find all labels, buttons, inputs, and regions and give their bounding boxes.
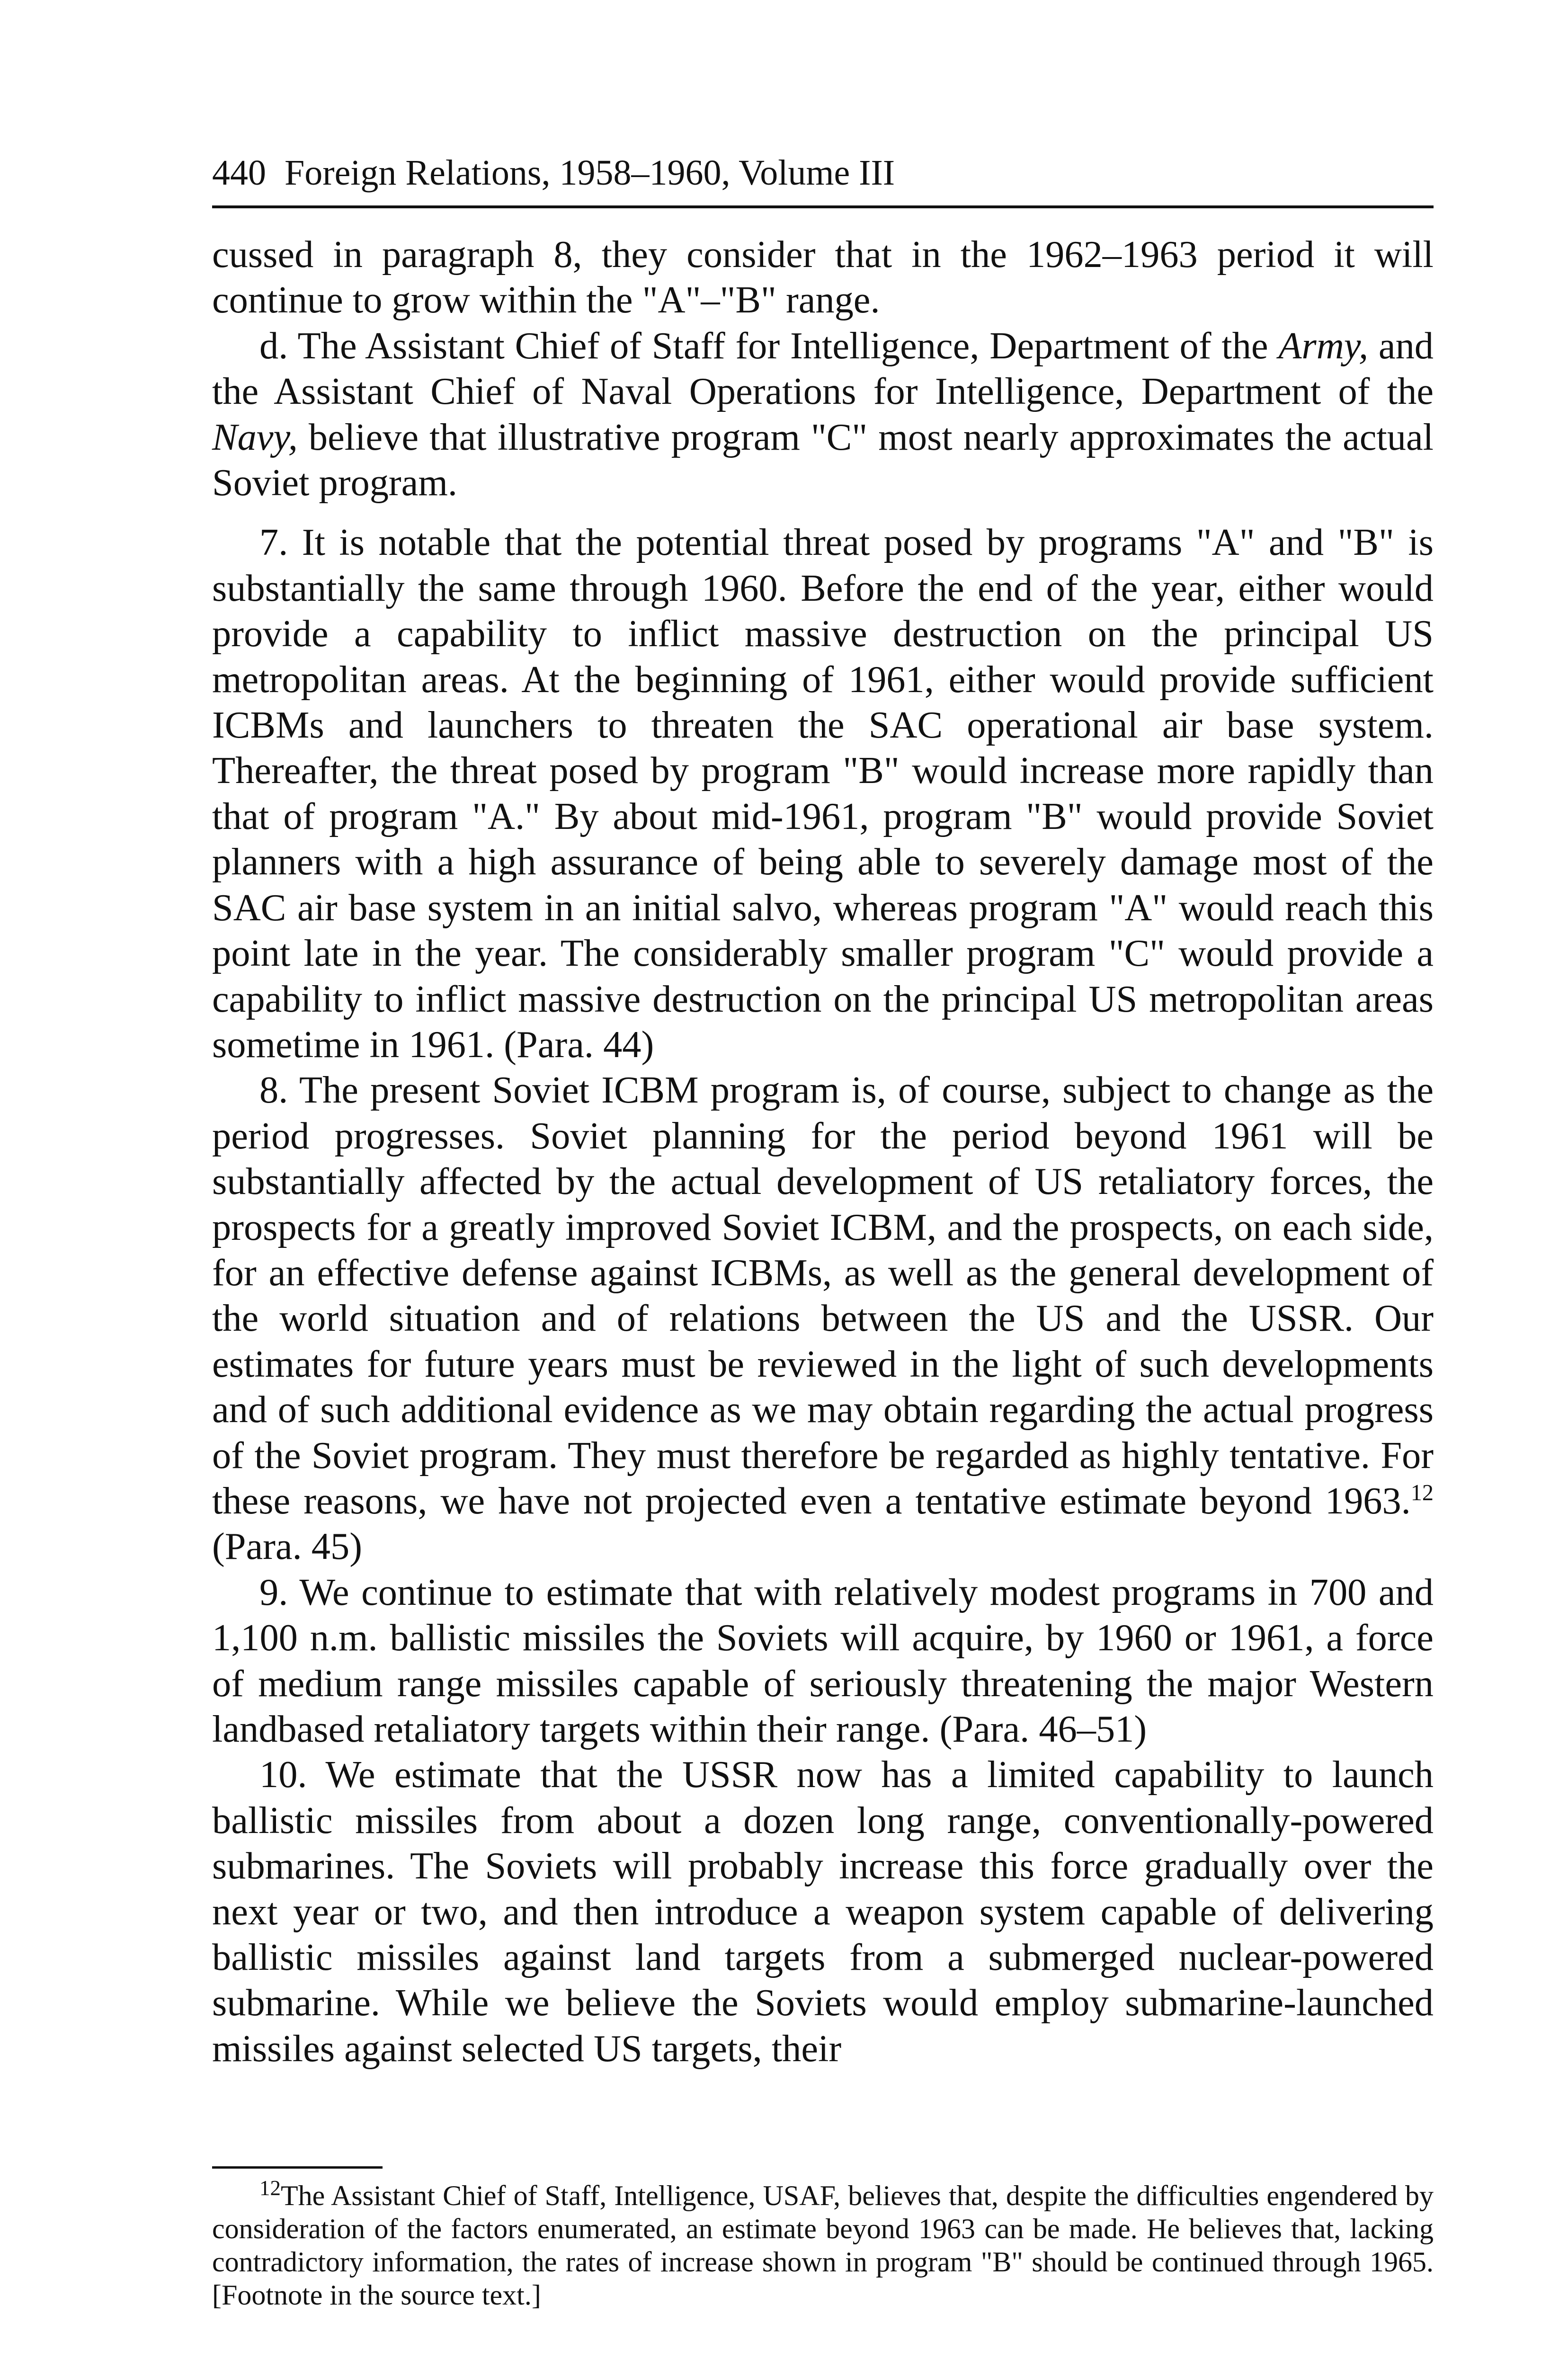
- page-number: 440: [212, 153, 266, 193]
- paragraph-d-lead: d. The Assistant Chief of Staff for Intelligence, Department of the: [259, 324, 1279, 367]
- footnote-text: The Assistant Chief of Staff, Intelligence, USAF, believes that, despite the difficulties engendered by consideration of the factors enumerated, an estimate beyond 1963 can be made. He believes that, lacking contradictory information, the rates of increase shown in program "B" should be continued through 1965. [Footnote in the source text.]: [212, 2180, 1434, 2311]
- paragraph-7: 7. It is notable that the potential threat posed by programs "A" and "B" is substantially the same through 1960. Before the end of the year, either would provide a capability to inflict massive destruction on the principal US metropolitan areas. At the beginning of 1961, either would provide sufficient ICBMs and launchers to threaten the SAC operational air base system. Thereafter, the threat posed by program "B" would increase more rapidly than that of program "A." By about mid-1961, program "B" would provide Soviet planners with a high assurance of being able to severely damage most of the SAC air base system in an initial salvo, whereas program "A" would reach this point late in the year. The considerably smaller program "C" would provide a capability to inflict massive destruction on the principal US metropolitan areas sometime in 1961. (Para. 44): [212, 521, 1434, 1066]
- running-title: Foreign Relations, 1958–1960, Volume III: [285, 153, 895, 193]
- paragraph-10: 10. We estimate that the USSR now has a limited capability to launch ballistic missiles from about a dozen long range, conventionally-powered submarines. The Soviets will probably increase this force gradually over the next year or two, and then introduce a weapon system capable of delivering ballistic missiles against land targets from a submerged nuclear-powered submarine. While we believe the Soviets would employ submarine-launched missiles against selected US targets, their: [212, 1753, 1434, 2070]
- document-page: [212, 147, 1434, 2367]
- footnote-divider: [212, 2166, 383, 2169]
- paragraph-9: 9. We continue to estimate that with relatively modest programs in 700 and 1,100 n.m. ballistic missiles the Soviets will acquire, by 1960 or 1961, a force of medium range missiles capable of seriously threatening the major Western landbased retaliatory targets within their range. (Para. 46–51): [212, 1571, 1434, 1750]
- running-header: [212, 147, 1434, 208]
- paragraph-d: [212, 323, 1434, 506]
- paragraph-continued: cussed in paragraph 8, they consider that in the 1962–1963 period it will continue to grow within the "A"–"B" range.: [212, 233, 1434, 321]
- body-text: [212, 232, 1434, 2072]
- army-italic: Army,: [1278, 324, 1369, 367]
- footnote-reference: 12: [1410, 1480, 1434, 1506]
- paragraph-8: [212, 1068, 1434, 1569]
- paragraph-d-end: believe that illustrative program "C" most nearly approximates the actual Soviet program.: [212, 416, 1434, 504]
- footnote-number: 12: [259, 2176, 281, 2200]
- paragraph-d-mid: and the Assistant Chief of Naval Operations for Intelligence, Department of the: [212, 324, 1434, 413]
- navy-italic: Navy,: [212, 416, 298, 458]
- footnote: [212, 2176, 1434, 2312]
- paragraph-8-tail: (Para. 45): [212, 1525, 362, 1568]
- paragraph-8-text: 8. The present Soviet ICBM program is, of course, subject to change as the period progresses. Soviet planning for the period beyond 1961 will be substantially affected by the actual development of US retaliatory forces, the prospects for a greatly improved Soviet ICBM, and the prospects, on each side, for an effective defense against ICBMs, as well as the general development of the world situation and of relations between the US and the USSR. Our estimates for future years must be reviewed in the light of such developments and of such additional evidence as we may obtain regarding the actual progress of the Soviet program. They must therefore be regarded as highly tentative. For these reasons, we have not projected even a tentative estimate beyond 1963.: [212, 1069, 1434, 1522]
